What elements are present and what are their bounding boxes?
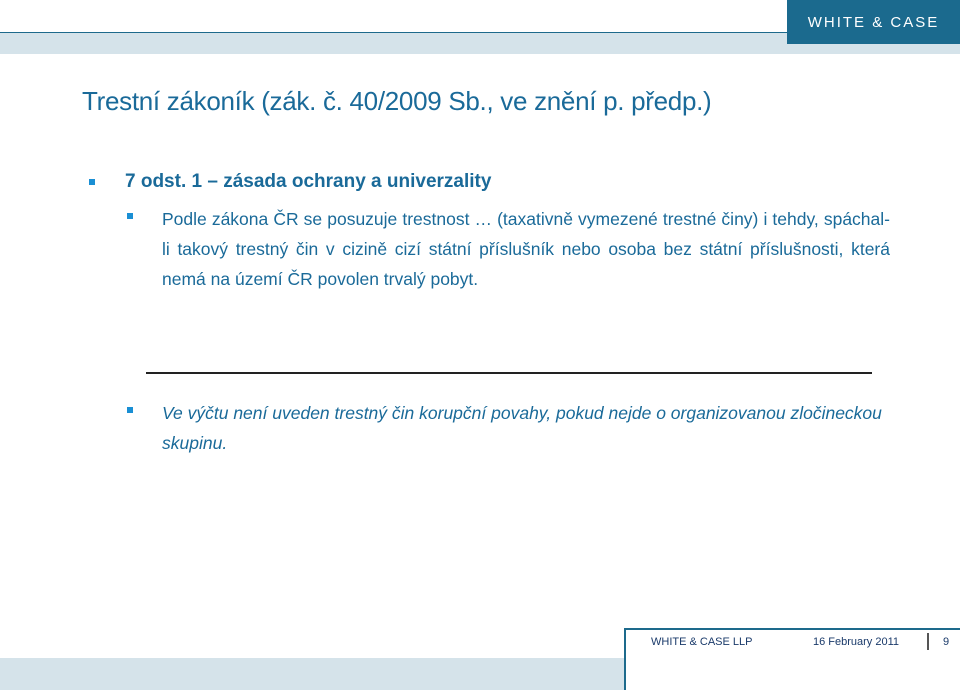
divider-line bbox=[146, 372, 872, 374]
footer-date: 16 February 2011 bbox=[813, 636, 900, 648]
footer-rule bbox=[624, 628, 960, 630]
section-heading: 7 odst. 1 – zásada ochrany a univerzality bbox=[125, 171, 492, 192]
bullet-square-icon bbox=[127, 407, 133, 413]
slide-title: Trestní zákoník (zák. č. 40/2009 Sb., ve znění p. předp.) bbox=[82, 86, 712, 116]
page-number: 9 bbox=[943, 636, 950, 648]
footer-firm: WHITE & CASE LLP bbox=[651, 636, 753, 648]
footer-band bbox=[0, 658, 624, 690]
note-paragraph: Ve výčtu není uveden trestný čin korupční povahy, pokud nejde o organizovanou zločineckou skupinu. bbox=[162, 403, 882, 453]
bullet-square-icon bbox=[127, 213, 133, 219]
footer-divider bbox=[624, 628, 626, 690]
logo-text: WHITE & CASE bbox=[807, 13, 940, 31]
body-paragraph: Podle zákona ČR se posuzuje trestnost … (taxativně vymezené trestné činy) i tehdy, spáchal-li takový trestný čin v cizině cizí státní příslušník nebo osoba bez státní příslušnosti, která nemá na území ČR povolen trvalý pobyt. bbox=[162, 209, 890, 289]
bullet-square-icon bbox=[89, 179, 95, 185]
footer-separator bbox=[927, 633, 929, 650]
company-logo bbox=[787, 0, 960, 44]
